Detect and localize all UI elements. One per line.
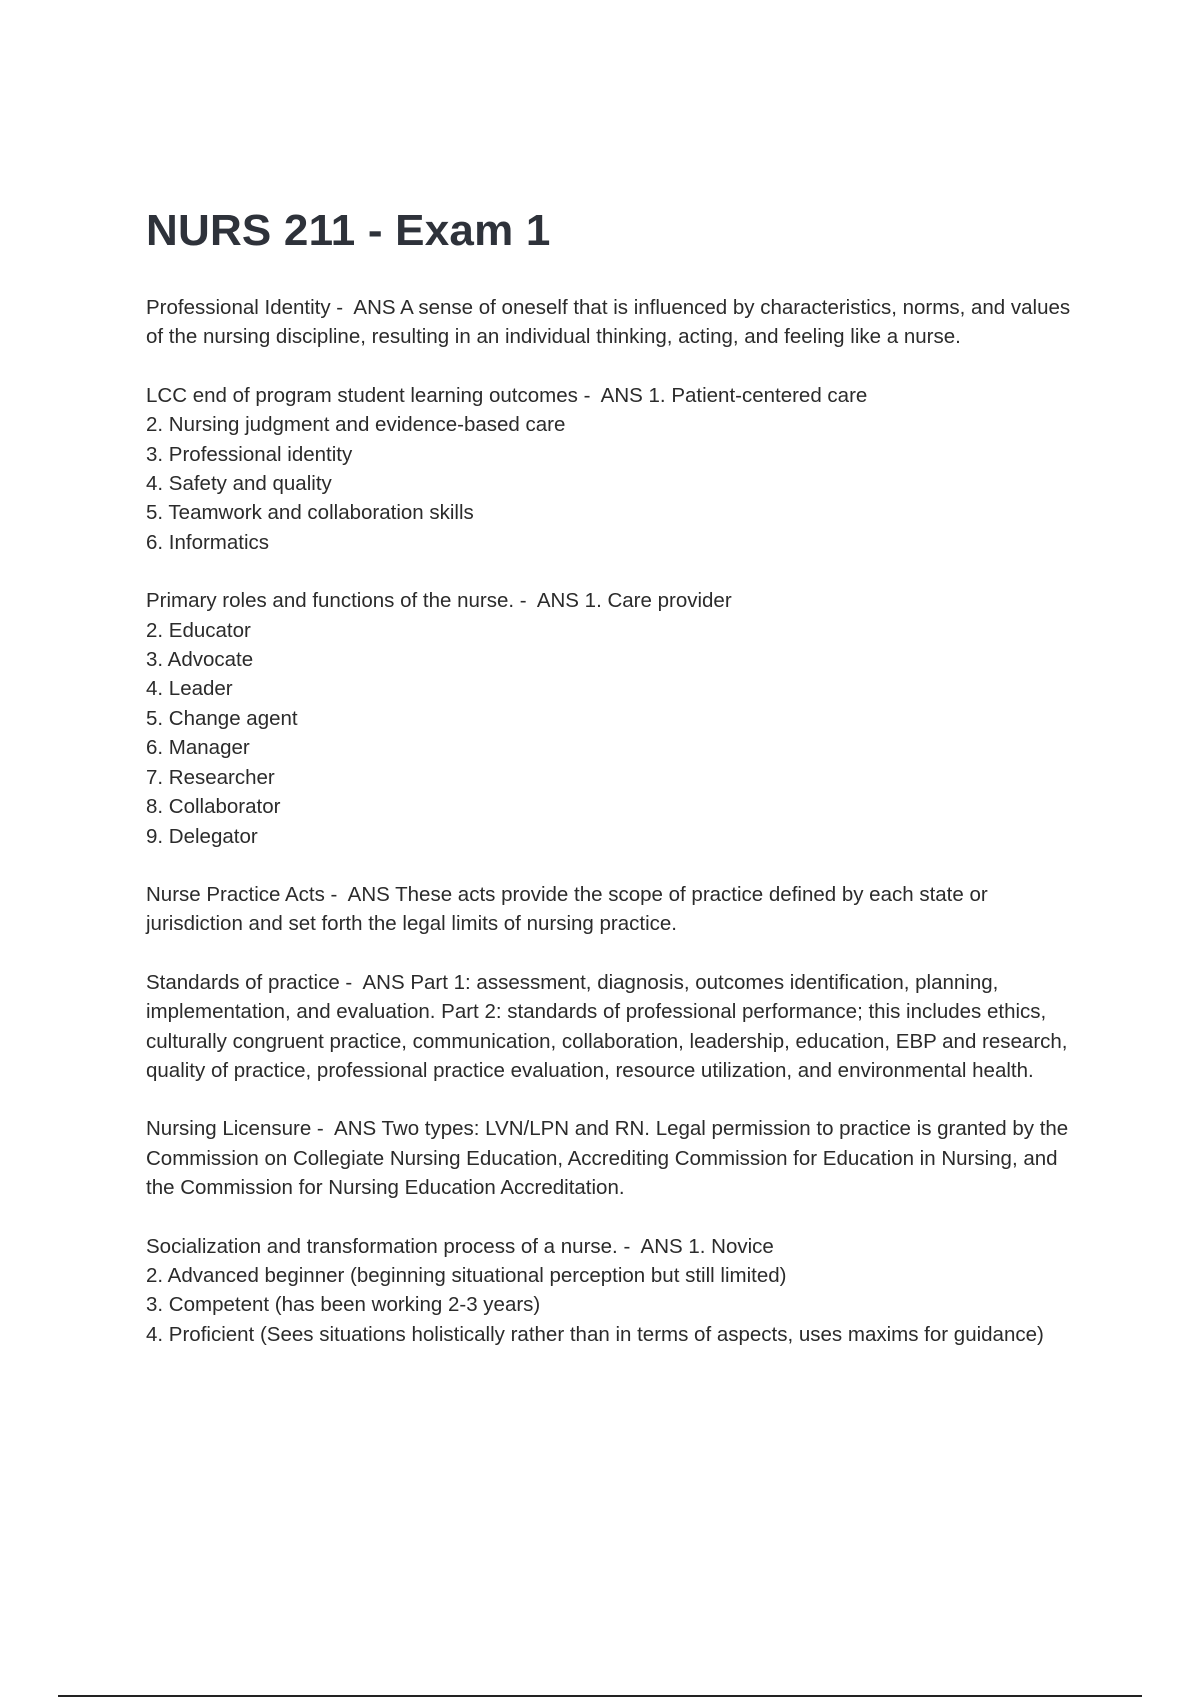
list-item: 6. Informatics <box>146 530 270 554</box>
page-bottom-divider <box>58 1695 1142 1697</box>
list-item: 4. Proficient (Sees situations holistically rather than in terms of aspects, uses maxims for guidance) <box>146 1322 1044 1346</box>
document-title: NURS 211 - Exam 1 <box>146 206 551 255</box>
entry-question: Nurse Practice Acts - <box>146 882 344 906</box>
entry-question: Primary roles and functions of the nurse. - <box>146 589 533 613</box>
list-item: 3. Professional identity <box>146 442 353 466</box>
list-item: 5. Change agent <box>146 706 298 730</box>
entry-question: Standards of practice - <box>146 970 358 994</box>
qa-entry-standards-of-practice <box>146 968 1086 1086</box>
list-item: 6. Manager <box>146 736 250 760</box>
entry-question: Professional Identity - <box>146 296 349 319</box>
entry-first-line <box>146 1232 1086 1261</box>
document-page <box>146 205 1086 1378</box>
list-item: 5. Teamwork and collaboration skills <box>146 501 474 525</box>
qa-entry-nurse-practice-acts <box>146 880 1086 939</box>
qa-entry-learning-outcomes <box>146 381 1086 557</box>
qa-entry-professional-identity <box>146 293 1086 352</box>
list-item: 2. Nursing judgment and evidence-based care <box>146 413 566 437</box>
entry-first-line <box>146 381 1086 410</box>
list-item: 4. Safety and quality <box>146 472 332 496</box>
list-item: 2. Educator <box>146 618 251 642</box>
entry-answer: ANS Part 1: assessment, diagnosis, outcomes identification, planning, implementation, and evaluation. Part 2: standards of professional performance; this includes ethics, culturally congruent practice, communication, collaboration, leadership, education, EBP and research, quality of practice, professional practice evaluation, resource utilization, and environmental health. <box>146 970 1074 1082</box>
entry-answer: ANS 1. Novice <box>635 1234 774 1258</box>
entry-answer: ANS These acts provide the scope of practice defined by each state or jurisdiction and set forth the legal limits of nursing practice. <box>146 882 994 936</box>
qa-entry-socialization <box>146 1232 1086 1350</box>
list-item: 3. Competent (has been working 2-3 years) <box>146 1293 541 1317</box>
entry-first-line <box>146 880 1086 939</box>
list-item: 4. Leader <box>146 677 233 701</box>
list-item: 2. Advanced beginner (beginning situational perception but still limited) <box>146 1263 787 1287</box>
qa-entry-nurse-roles <box>146 586 1086 851</box>
qa-entry-nursing-licensure <box>146 1114 1086 1202</box>
entry-answer: ANS Two types: LVN/LPN and RN. Legal permission to practice is granted by the Commission on Collegiate Nursing Education, Accrediting Commission for Education in Nursing, and the Commission for Nursing Education Accreditation. <box>146 1117 1074 1200</box>
entry-answer: ANS 1. Care provider <box>532 589 732 613</box>
list-item: 3. Advocate <box>146 648 254 672</box>
entry-question: Nursing Licensure - <box>146 1117 330 1141</box>
entry-first-line <box>146 968 1086 1086</box>
entry-question: LCC end of program student learning outcomes - <box>146 383 597 407</box>
list-item: 8. Collaborator <box>146 795 281 819</box>
list-item: 7. Researcher <box>146 765 275 789</box>
entry-first-line <box>146 586 1086 615</box>
entry-answer: ANS 1. Patient-centered care <box>596 383 868 407</box>
entry-first-line <box>146 293 1086 352</box>
entry-first-line <box>146 1114 1086 1202</box>
entry-answer: ANS A sense of oneself that is influenced by characteristics, norms, and values of the nursing discipline, resulting in an individual thinking, acting, and feeling like a nurse. <box>146 296 1076 349</box>
entry-question: Socialization and transformation process of a nurse. - <box>146 1234 636 1258</box>
list-item: 9. Delegator <box>146 824 258 848</box>
